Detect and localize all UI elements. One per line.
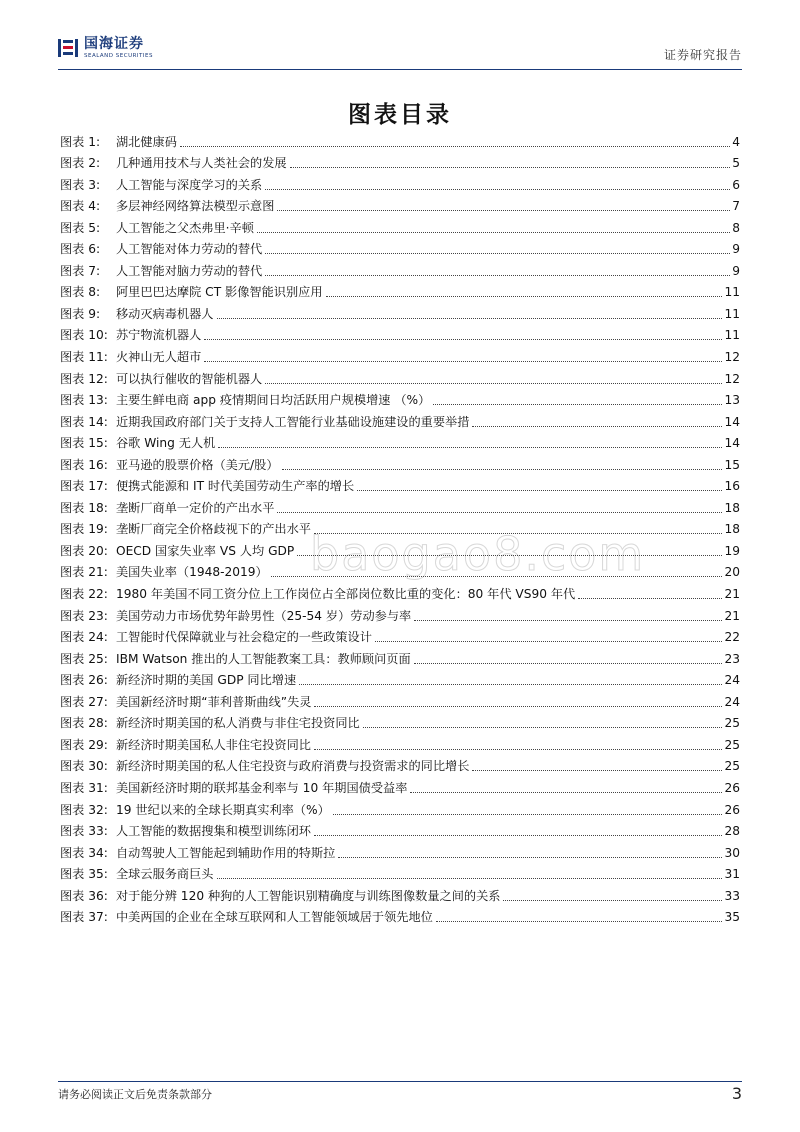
- toc-entry-title: 美国劳动力市场优势年龄男性（25-54 岁）劳动参与率: [116, 608, 412, 623]
- toc-entry-page: 35: [724, 910, 740, 925]
- page-title: 图表目录: [348, 101, 452, 128]
- toc-leader-dots: [217, 318, 723, 319]
- toc-leader-dots: [265, 189, 730, 190]
- toc-entry[interactable]: [60, 410, 740, 432]
- toc-entry-page: 16: [724, 479, 740, 494]
- toc-entry-label: 图表 6:: [60, 242, 101, 257]
- toc-entry[interactable]: [60, 626, 740, 648]
- toc-entry-label: 图表 32:: [60, 802, 108, 817]
- toc-entry-label: 图表 3:: [60, 177, 101, 192]
- toc-leader-dots: [265, 253, 730, 254]
- toc-leader-dots: [314, 706, 722, 707]
- toc-entry-page: 23: [724, 651, 740, 666]
- toc-entry-page: 6: [732, 177, 740, 192]
- toc-entry-page: 8: [732, 220, 740, 235]
- toc-entry[interactable]: [60, 238, 740, 260]
- toc-leader-dots: [414, 620, 722, 621]
- toc-entry[interactable]: [60, 712, 740, 734]
- toc-entry[interactable]: [60, 496, 740, 518]
- toc-leader-dots: [290, 167, 731, 168]
- toc-entry-page: 15: [724, 457, 740, 472]
- toc-entry[interactable]: [60, 690, 740, 712]
- toc-entry-title: 自动驾驶人工智能起到辅助作用的特斯拉: [116, 845, 336, 860]
- toc-entry[interactable]: [60, 669, 740, 691]
- toc-leader-dots: [265, 383, 722, 384]
- toc-entry[interactable]: [60, 389, 740, 411]
- toc-entry[interactable]: [60, 863, 740, 885]
- toc-leader-dots: [204, 361, 722, 362]
- toc-leader-dots: [180, 146, 730, 147]
- toc-entry[interactable]: [60, 216, 740, 238]
- toc-entry-title: 对于能分辨 120 种狗的人工智能识别精确度与训练图像数量之间的关系: [116, 888, 501, 903]
- toc-entry[interactable]: [60, 604, 740, 626]
- toc-entry[interactable]: [60, 733, 740, 755]
- toc-entry-page: 9: [732, 263, 740, 278]
- toc-entry[interactable]: [60, 518, 740, 540]
- toc-entry-title: 移动灭病毒机器人: [116, 306, 214, 321]
- toc-entry-page: 19: [724, 543, 740, 558]
- toc-entry-page: 12: [724, 371, 740, 386]
- toc-entry-label: 图表 30:: [60, 759, 108, 774]
- toc-entry-label: 图表 18:: [60, 500, 108, 515]
- toc-entry-page: 31: [724, 867, 740, 882]
- toc-entry-label: 图表 7:: [60, 263, 101, 278]
- toc-entry-page: 18: [724, 522, 740, 537]
- toc-entry-title: 人工智能的数据搜集和模型训练闭环: [116, 824, 311, 839]
- toc-entry-page: 14: [724, 414, 740, 429]
- toc-leader-dots: [297, 555, 722, 556]
- toc-leader-dots: [204, 339, 722, 340]
- report-type: 证券研究报告: [663, 48, 742, 62]
- toc-entry-page: 18: [724, 500, 740, 515]
- toc-entry[interactable]: [60, 755, 740, 777]
- toc-entry-title: 工智能时代保障就业与社会稳定的一些政策设计: [116, 630, 372, 645]
- toc-entry-title: IBM Watson 推出的人工智能教案工具：教师顾问页面: [116, 651, 411, 666]
- toc-entry-page: 7: [732, 199, 740, 214]
- toc-entry-title: 垄断厂商完全价格歧视下的产出水平: [116, 522, 311, 537]
- toc-entry-label: 图表 27:: [60, 694, 108, 709]
- toc-leader-dots: [257, 232, 730, 233]
- toc-entry[interactable]: [60, 345, 740, 367]
- toc-entry[interactable]: [60, 647, 740, 669]
- toc-entry[interactable]: [60, 152, 740, 174]
- toc-entry-title: 新经济时期美国私人非住宅投资同比: [116, 737, 311, 752]
- toc-entry-label: 图表 29:: [60, 737, 108, 752]
- toc-entry-page: 13: [724, 393, 740, 408]
- toc-leader-dots: [326, 296, 723, 297]
- toc-leader-dots: [472, 770, 722, 771]
- toc-leader-dots: [271, 576, 723, 577]
- toc-entry-title: 垄断厂商单一定价的产出水平: [116, 500, 275, 515]
- toc-entry-label: 图表 37:: [60, 910, 108, 925]
- toc-entry-title: 苏宁物流机器人: [116, 328, 202, 343]
- toc-leader-dots: [503, 900, 722, 901]
- toc-entry[interactable]: [60, 906, 740, 928]
- toc-entry[interactable]: [60, 281, 740, 303]
- toc-entry[interactable]: [60, 820, 740, 842]
- toc-entry-label: 图表 4:: [60, 199, 101, 214]
- toc-leader-dots: [277, 512, 722, 513]
- toc-entry-label: 图表 33:: [60, 824, 108, 839]
- toc-entry-page: 21: [724, 587, 740, 602]
- toc-entry-label: 图表 28:: [60, 716, 108, 731]
- toc-entry-label: 图表 20:: [60, 543, 108, 558]
- company-name-en: SEALAND SECURITIES: [84, 53, 154, 59]
- toc-entry-page: 5: [732, 156, 740, 171]
- toc-leader-dots: [217, 878, 723, 879]
- toc-leader-dots: [578, 598, 722, 599]
- toc-leader-dots: [299, 684, 722, 685]
- toc-entry-title: 火神山无人超市: [116, 350, 202, 365]
- toc-entry-label: 图表 11:: [60, 350, 108, 365]
- toc-entry-page: 20: [724, 565, 740, 580]
- disclaimer-text: 请务必阅读正文后免责条款部分: [58, 1088, 212, 1101]
- toc-entry-label: 图表 23:: [60, 608, 108, 623]
- toc-entry-title: 新经济时期美国的私人消费与非住宅投资同比: [116, 716, 360, 731]
- toc-entry-label: 图表 2:: [60, 156, 101, 171]
- toc-entry[interactable]: [60, 561, 740, 583]
- toc-entry-label: 图表 14:: [60, 414, 108, 429]
- toc-entry-title: 亚马逊的股票价格（美元/股）: [116, 457, 279, 472]
- toc-entry[interactable]: [60, 173, 740, 195]
- toc-entry-page: 14: [724, 436, 740, 451]
- company-logo: [58, 36, 153, 60]
- toc-entry-page: 11: [724, 285, 740, 300]
- toc-entry-label: 图表 26:: [60, 673, 108, 688]
- toc-entry[interactable]: [60, 884, 740, 906]
- toc-entry-title: 新经济时期的美国 GDP 同比增速: [116, 673, 297, 688]
- toc-leader-dots: [314, 835, 722, 836]
- toc-entry-title: 人工智能对脑力劳动的替代: [116, 263, 263, 278]
- toc-entry-label: 图表 22:: [60, 587, 108, 602]
- toc-entry-title: 中美两国的企业在全球互联网和人工智能领域居于领先地位: [116, 910, 433, 925]
- toc-entry-page: 24: [724, 694, 740, 709]
- toc-entry-label: 图表 8:: [60, 285, 101, 300]
- toc-entry-label: 图表 35:: [60, 867, 108, 882]
- toc-entry-label: 图表 34:: [60, 845, 108, 860]
- toc-entry-label: 图表 10:: [60, 328, 108, 343]
- toc-leader-dots: [314, 533, 722, 534]
- toc-entry-title: 湖北健康码: [116, 134, 177, 149]
- toc-entry-label: 图表 12:: [60, 371, 108, 386]
- page-footer: [58, 1081, 742, 1103]
- toc-entry-title: 美国新经济时期的联邦基金利率与 10 年期国债受益率: [116, 780, 408, 795]
- toc-entry-label: 图表 36:: [60, 888, 108, 903]
- toc-entry-page: 11: [724, 306, 740, 321]
- toc-entry[interactable]: [60, 539, 740, 561]
- toc-leader-dots: [436, 921, 723, 922]
- toc-leader-dots: [433, 404, 722, 405]
- toc-entry-label: 图表 17:: [60, 479, 108, 494]
- toc-entry[interactable]: [60, 475, 740, 497]
- toc-entry[interactable]: [60, 453, 740, 475]
- toc-entry-title: 主要生鲜电商 app 疫情期间日均活跃用户规模增速 （%）: [116, 393, 431, 408]
- toc-leader-dots: [414, 663, 723, 664]
- toc-entry[interactable]: [60, 302, 740, 324]
- toc-entry[interactable]: [60, 798, 740, 820]
- toc-entry-title: 全球云服务商巨头: [116, 867, 214, 882]
- toc-entry-page: 21: [724, 608, 740, 623]
- toc-leader-dots: [282, 469, 723, 470]
- toc-leader-dots: [410, 792, 722, 793]
- toc-entry-label: 图表 9:: [60, 306, 101, 321]
- toc-leader-dots: [357, 490, 722, 491]
- toc-entry-page: 22: [724, 630, 740, 645]
- toc-entry-title: 便携式能源和 IT 时代美国劳动生产率的增长: [116, 479, 355, 494]
- toc-entry-title: 阿里巴巴达摩院 CT 影像智能识别应用: [116, 285, 323, 300]
- toc-entry[interactable]: [60, 432, 740, 454]
- toc-entry[interactable]: [60, 841, 740, 863]
- toc-entry[interactable]: [60, 259, 740, 281]
- page-header: [58, 30, 742, 70]
- toc-entry-label: 图表 5:: [60, 220, 101, 235]
- toc-leader-dots: [218, 447, 722, 448]
- sealand-logo-icon: [58, 37, 78, 59]
- toc-entry-title: 几种通用技术与人类社会的发展: [116, 156, 287, 171]
- toc-entry-page: 25: [724, 737, 740, 752]
- toc-entry-label: 图表 24:: [60, 630, 108, 645]
- toc-entry-page: 28: [724, 824, 740, 839]
- toc-entry-title: 美国失业率（1948-2019）: [116, 565, 268, 580]
- toc-entry-title: 可以执行催收的智能机器人: [116, 371, 263, 386]
- toc-entry-label: 图表 25:: [60, 651, 108, 666]
- toc-entry-page: 33: [724, 888, 740, 903]
- toc-entry[interactable]: [60, 776, 740, 798]
- toc-entry-title: 近期我国政府部门关于支持人工智能行业基础设施建设的重要举措: [116, 414, 470, 429]
- toc-leader-dots: [314, 749, 722, 750]
- toc-entry-page: 24: [724, 673, 740, 688]
- toc-entry-title: 人工智能对体力劳动的替代: [116, 242, 263, 257]
- toc-leader-dots: [338, 857, 722, 858]
- toc-entry[interactable]: [60, 582, 740, 604]
- toc-entry-page: 25: [724, 716, 740, 731]
- toc-entry-page: 30: [724, 845, 740, 860]
- toc-entry-title: 人工智能之父杰弗里·辛顿: [116, 220, 254, 235]
- toc-entry-page: 25: [724, 759, 740, 774]
- toc-entry-page: 4: [732, 134, 740, 149]
- toc-entry-page: 26: [724, 802, 740, 817]
- toc-entry-label: 图表 1:: [60, 134, 101, 149]
- toc-entry-title: 19 世纪以来的全球长期真实利率（%）: [116, 802, 330, 817]
- toc-entry-title: 新经济时期美国的私人住宅投资与政府消费与投资需求的同比增长: [116, 759, 470, 774]
- toc-entry-page: 26: [724, 780, 740, 795]
- toc-entry-title: 多层神经网络算法模型示意图: [116, 199, 275, 214]
- toc-entry-title: 美国新经济时期“菲利普斯曲线”失灵: [116, 694, 312, 709]
- page-number: 3: [731, 1084, 742, 1103]
- toc-entry-label: 图表 16:: [60, 457, 108, 472]
- toc-leader-dots: [265, 275, 730, 276]
- toc-entry-label: 图表 31:: [60, 780, 108, 795]
- toc-leader-dots: [277, 210, 730, 211]
- toc-entry[interactable]: [60, 324, 740, 346]
- watermark: baogao8.com: [310, 527, 646, 581]
- toc-entry-title: 1980 年美国不同工资分位上工作岗位占全部岗位数比重的变化：80 年代 VS90 年代: [116, 587, 576, 602]
- toc-entry[interactable]: [60, 130, 740, 152]
- toc-entry[interactable]: [60, 195, 740, 217]
- toc-entry-label: 图表 13:: [60, 393, 108, 408]
- toc-leader-dots: [375, 641, 723, 642]
- toc-entry-label: 图表 19:: [60, 522, 108, 537]
- toc-entry-title: OECD 国家失业率 VS 人均 GDP: [116, 543, 295, 558]
- toc-entry-label: 图表 21:: [60, 565, 108, 580]
- toc-entry-title: 谷歌 Wing 无人机: [116, 436, 216, 451]
- toc-leader-dots: [472, 426, 722, 427]
- toc-leader-dots: [333, 814, 723, 815]
- toc-entry-page: 11: [724, 328, 740, 343]
- toc-entry-page: 12: [724, 350, 740, 365]
- company-name-cn: 国海证券: [84, 36, 144, 52]
- toc-leader-dots: [363, 727, 723, 728]
- toc-entry-page: 9: [732, 242, 740, 257]
- toc-entry-label: 图表 15:: [60, 436, 108, 451]
- figure-index: [60, 130, 740, 927]
- toc-entry-title: 人工智能与深度学习的关系: [116, 177, 263, 192]
- toc-entry[interactable]: [60, 367, 740, 389]
